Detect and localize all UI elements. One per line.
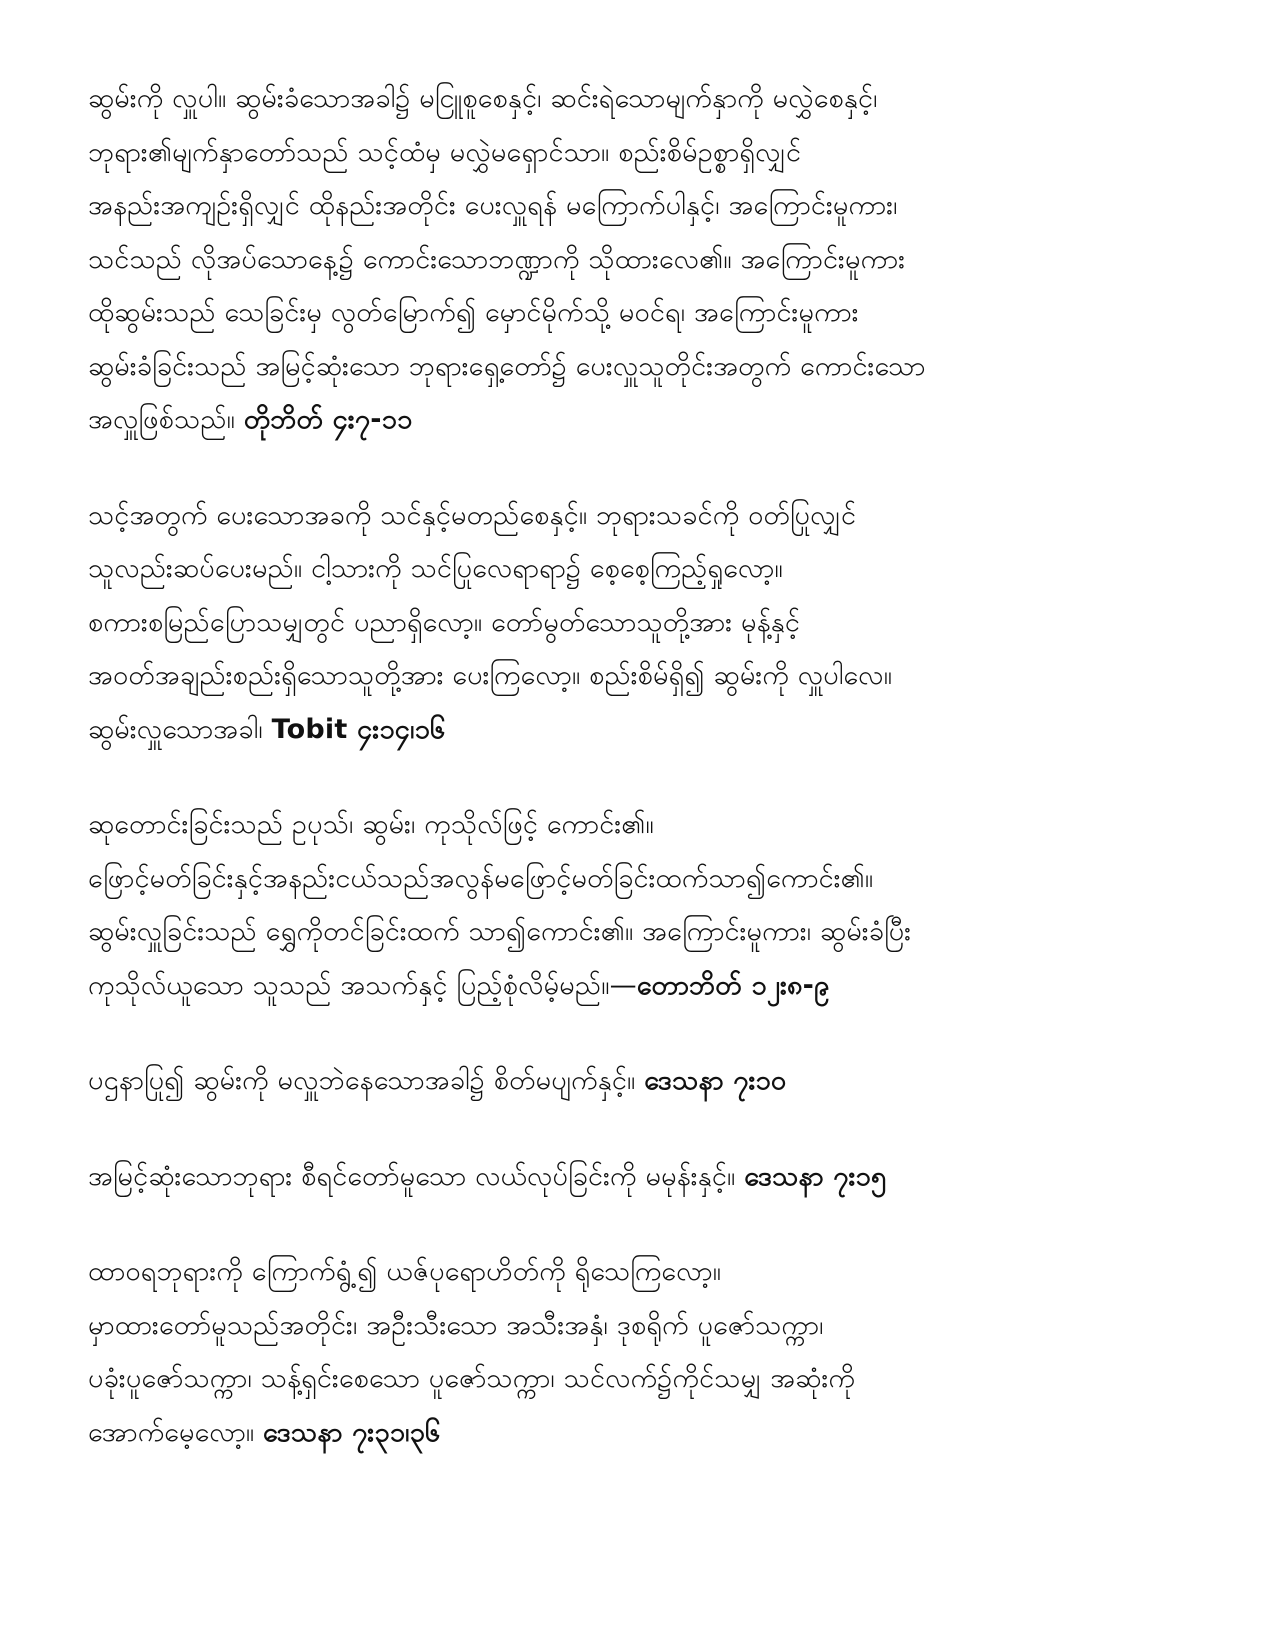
text-line-last <box>88 1406 1159 1460</box>
text-fragment: အောက်မေ့လော့။ <box>88 1416 264 1448</box>
text-line: ထိုဆွမ်းသည် သေခြင်းမှ လွတ်မြောက်၍ မှောင်မိုက်သို့ မဝင်ရ၊ အကြောင်းမူကား <box>88 297 859 328</box>
text-line: ဆုတောင်းခြင်းသည် ဥပုသ်၊ ဆွမ်း၊ ကုသိုလ်ဖြင့် ကောင်း၏။ <box>88 809 654 840</box>
text-fragment: အမြင့်ဆုံးသောဘုရား စီရင်တော်မူသော လယ်လုပ်ခြင်းကို မမုန်းနှင့်။ <box>88 1160 745 1192</box>
scripture-reference: Tobit ၄း၁၄၊၁၆ <box>271 713 446 745</box>
text-line: ဆွမ်းခံခြင်းသည် အမြင့်ဆုံးသော ဘုရားရှေ့တော်၌ ပေးလှူသူတိုင်းအတွက် ကောင်းသော <box>88 350 926 382</box>
text-line: အနည်းအကျဉ်းရှိလျှင် ထိုနည်းအတိုင်း ပေးလှူရန် မကြောက်ပါနှင့်၊ အကြောင်းမူကား၊ <box>88 190 898 221</box>
text-fragment: ပဌနာပြု၍ ဆွမ်းကို မလှူဘဲနေသောအခါ၌ စိတ်မပျက်နှင့်။ <box>88 1065 645 1096</box>
text-line: မှာထားတော်မူသည်အတိုင်း၊ အဦးသီးသော အသီးအနှံ၊ ဒုစရိုက် ပူဇော်သက္ကာ၊ <box>88 1309 824 1341</box>
text-line: ပခုံးပူဇော်သက္ကာ၊ သန့်ရှင်းစေသော ပူဇော်သက္ကာ၊ သင်လက်၌ကိုင်သမျှ အဆုံးကို <box>88 1363 856 1394</box>
paragraph-2 <box>88 489 1159 757</box>
text-line: သင်သည် လိုအပ်သောနေ့၌ ကောင်းသောဘဏ္ဍာကို သိုထားလေ၏။ အကြောင်းမူကား <box>88 243 906 275</box>
text-line: ဘုရား၏မျက်နှာတော်သည် သင့်ထံမှ မလွှဲမရှောင်သာ။ စည်းစိမ်ဥစ္စာရှိလျှင် <box>88 136 802 168</box>
text-line-last <box>88 1150 1159 1204</box>
paragraph-4 <box>88 1054 1159 1108</box>
text-line-last <box>88 703 1159 757</box>
scripture-reference: တောဘိတ် ၁၂း၈-၉ <box>636 969 830 1001</box>
text-fragment: ဆွမ်းလှူသောအခါ၊ <box>88 713 272 745</box>
text-line-last <box>88 959 1159 1013</box>
scripture-reference: တိုဘိတ် ၄း၇-၁၁ <box>243 404 413 435</box>
text-fragment: အလှူဖြစ်သည်။ <box>88 404 244 435</box>
paragraph-3 <box>88 798 1159 1012</box>
text-line: ဖြောင့်မတ်ခြင်းနှင့်အနည်းငယ်သည်အလွန်မဖြောင့်မတ်ခြင်းထက်သာ၍ကောင်း၏။ <box>88 862 874 894</box>
scripture-reference: ဒေသနာ ၇း၁၀ <box>644 1065 787 1096</box>
scripture-reference: ဒေသနာ ၇း၃၁၊၃၆ <box>263 1416 441 1448</box>
text-fragment: ကုသိုလ်ယူသော သူသည် အသက်နှင့် ပြည့်စုံလိမ့်မည်။— <box>88 969 637 1001</box>
text-line: သင့်အတွက် ပေးသောအခကို သင်နှင့်မတည်စေနှင့်။ ဘုရားသခင်ကို ဝတ်ပြုလျှင် <box>88 499 857 531</box>
text-line-last <box>88 1054 1159 1108</box>
text-line: ထာဝရဘုရားကို ကြောက်ရွံ့၍ ယဇ်ပုရောဟိတ်ကို ရိုသေကြလော့။ <box>88 1256 722 1287</box>
paragraph-6 <box>88 1245 1159 1459</box>
text-line: အဝတ်အချည်းစည်းရှိသောသူတို့အား ပေးကြလော့။ စည်းစိမ်ရှိ၍ ဆွမ်းကို လှူပါလေ။ <box>88 660 893 691</box>
text-line-last <box>88 393 1159 447</box>
text-line: သူလည်းဆပ်ပေးမည်။ ငါ့သားကို သင်ပြုလေရာရာ၌ စေ့စေ့ကြည့်ရှုလော့။ <box>88 553 783 584</box>
scripture-reference: ဒေသနာ ၇း၁၅ <box>744 1160 887 1192</box>
text-line: စကားစမြည်ပြောသမျှတွင် ပညာရှိလော့။ တော်မွတ်သောသူတို့အား မုန့်နှင့် <box>88 606 801 638</box>
text-line: ဆွမ်းလှူခြင်းသည် ရွှေကိုတင်ခြင်းထက် သာ၍ကောင်း၏။ အကြောင်းမူကား၊ ဆွမ်းခံပြီး <box>88 916 912 947</box>
paragraph-1 <box>88 72 1159 447</box>
text-line: ဆွမ်းကို လှူပါ။ ဆွမ်းခံသောအခါ၌ မငြူစူစေနှင့်၊ ဆင်းရဲသောမျက်နှာကို မလွှဲစေနှင့်၊ <box>88 83 878 114</box>
paragraph-5 <box>88 1150 1159 1204</box>
